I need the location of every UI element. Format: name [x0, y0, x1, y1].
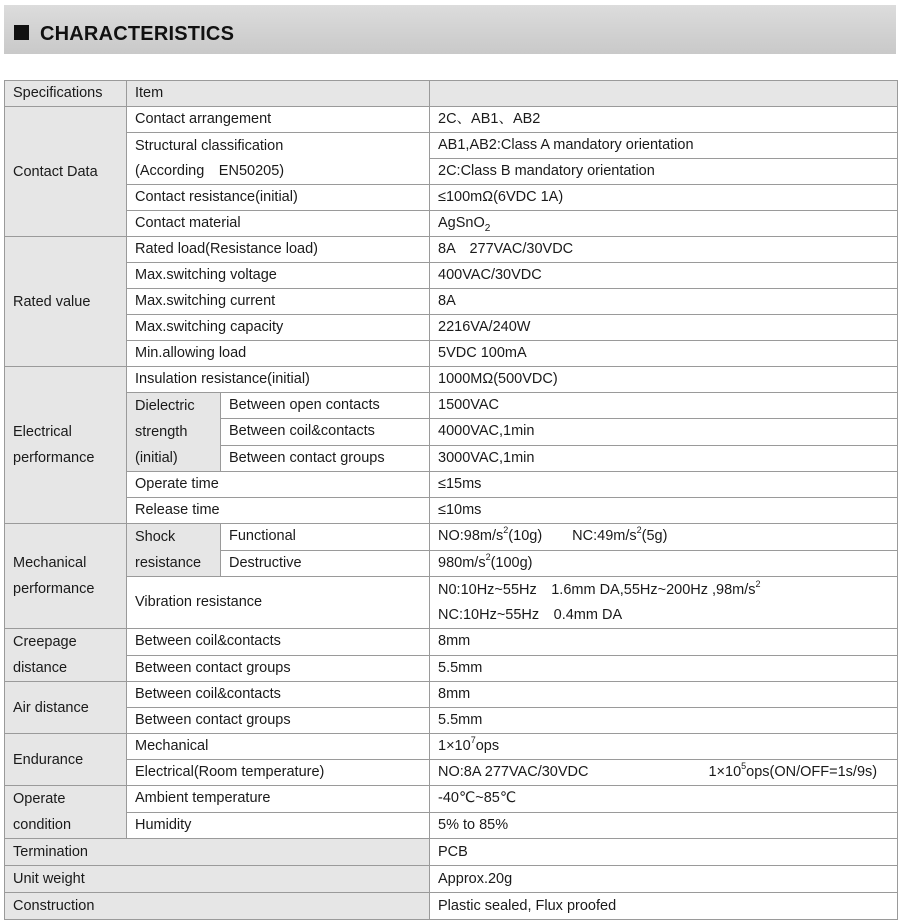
header-specifications: Specifications	[5, 81, 127, 107]
group-label-line: Creepage	[13, 634, 77, 650]
table-row	[5, 708, 898, 734]
item-label: Functional	[221, 524, 430, 551]
subgroup-label-line: strength	[135, 424, 188, 440]
item-value: 8A 277VAC/30VDC	[430, 237, 898, 263]
item-label: Max.switching capacity	[127, 315, 430, 341]
group-creepage-distance	[5, 629, 127, 682]
table-row	[5, 472, 898, 498]
group-operate-condition	[5, 786, 127, 839]
item-value: 8A	[430, 289, 898, 315]
item-label: Between contact groups	[221, 445, 430, 471]
table-row	[5, 734, 898, 760]
header-item: Item	[127, 81, 430, 107]
item-value	[430, 211, 898, 237]
value-text: ops	[475, 738, 500, 754]
item-label: Between coil&contacts	[127, 682, 430, 708]
value-text: 1×10	[438, 738, 471, 754]
group-construction: Construction	[5, 893, 430, 920]
item-label: Mechanical	[127, 734, 430, 760]
item-label: Operate time	[127, 472, 430, 498]
item-label: Rated load(Resistance load)	[127, 237, 430, 263]
group-termination: Termination	[5, 839, 430, 866]
group-rated-value: Rated value	[5, 237, 127, 367]
value-superscript: 2	[755, 578, 761, 589]
table-row	[5, 393, 898, 419]
item-value: 1000MΩ(500VDC)	[430, 367, 898, 393]
value-text: (10g)	[508, 528, 543, 545]
header-value	[430, 81, 898, 107]
item-label: Between contact groups	[127, 655, 430, 682]
item-label: Insulation resistance(initial)	[127, 367, 430, 393]
section-title: CHARACTERISTICS	[40, 23, 235, 45]
item-value	[430, 734, 898, 760]
table-row	[5, 133, 898, 159]
item-label: Vibration resistance	[127, 577, 430, 629]
value-superscript: 7	[470, 735, 476, 746]
group-label-line: Electrical	[13, 424, 72, 440]
item-label: Humidity	[127, 812, 430, 839]
value-subscript: 2	[484, 222, 491, 234]
value-superscript: 2	[485, 551, 491, 562]
group-label-line: Mechanical	[13, 555, 87, 571]
subgroup-label-line: (initial)	[135, 450, 178, 466]
item-value: 5VDC 100mA	[430, 341, 898, 367]
table-row	[5, 107, 898, 133]
value-text: AgSnO	[438, 215, 485, 231]
item-label: Between coil&contacts	[127, 629, 430, 656]
value-text: N0:10Hz~55Hz 1.6mm DA,55Hz~200Hz ,98m/s	[438, 581, 756, 598]
item-label-line: Structural classification	[135, 137, 284, 154]
item-value: 5.5mm	[430, 708, 898, 734]
subgroup-shock-resistance	[127, 524, 221, 577]
item-value: 8mm	[430, 682, 898, 708]
value-superscript: 5	[741, 761, 747, 772]
item-value: Plastic sealed, Flux proofed	[430, 893, 898, 920]
item-value	[430, 760, 898, 786]
value-text: (5g)	[641, 528, 668, 545]
item-value: 5% to 85%	[430, 812, 898, 839]
item-value	[430, 524, 898, 551]
item-value: 2C:Class B mandatory orientation	[430, 159, 898, 185]
item-value	[430, 577, 898, 629]
group-contact-data: Contact Data	[5, 107, 127, 237]
table-row	[5, 237, 898, 263]
group-label-line: Operate	[13, 791, 66, 807]
item-value: AB1,AB2:Class A mandatory orientation	[430, 133, 898, 159]
value-text: NO:98m/s	[438, 528, 504, 545]
table-row	[5, 629, 898, 656]
table-row	[5, 577, 898, 629]
item-label: Contact resistance(initial)	[127, 185, 430, 211]
item-value: PCB	[430, 839, 898, 866]
item-value: ≤100mΩ(6VDC 1A)	[430, 185, 898, 211]
value-superscript: 2	[503, 525, 509, 536]
group-label-line: performance	[13, 581, 95, 597]
subgroup-label-line: Dielectric	[135, 398, 195, 414]
table-row	[5, 289, 898, 315]
group-unit-weight: Unit weight	[5, 866, 430, 893]
table-row	[5, 760, 898, 786]
item-label-line: (According EN50205)	[135, 162, 285, 179]
item-label	[127, 133, 430, 185]
item-value: ≤10ms	[430, 498, 898, 524]
item-label: Contact arrangement	[127, 107, 430, 133]
item-label: Contact material	[127, 211, 430, 237]
table-row	[5, 498, 898, 524]
table-header-row	[5, 81, 898, 107]
value-text: 1×10	[708, 764, 742, 780]
table-row	[5, 263, 898, 289]
table-row	[5, 839, 898, 866]
item-label: Release time	[127, 498, 430, 524]
table-row	[5, 893, 898, 920]
item-value: Approx.20g	[430, 866, 898, 893]
table-row	[5, 211, 898, 237]
item-label: Between coil&contacts	[221, 419, 430, 445]
subgroup-label-line: Shock	[135, 529, 176, 545]
group-label-line: performance	[13, 450, 95, 466]
value-text: NC:10Hz~55Hz 0.4mm DA	[438, 606, 623, 623]
subgroup-dielectric-strength	[127, 393, 221, 472]
group-endurance: Endurance	[5, 734, 127, 786]
table-row	[5, 812, 898, 839]
item-label: Between contact groups	[127, 708, 430, 734]
item-label: Max.switching voltage	[127, 263, 430, 289]
item-label: Between open contacts	[221, 393, 430, 419]
item-value: 5.5mm	[430, 655, 898, 682]
group-label-line: distance	[13, 660, 68, 676]
subgroup-label-line: resistance	[135, 555, 202, 571]
table-row	[5, 367, 898, 393]
table-row	[5, 655, 898, 682]
bullet-square-icon	[14, 25, 29, 40]
item-value	[430, 550, 898, 577]
table-row	[5, 185, 898, 211]
item-value: 3000VAC,1min	[430, 445, 898, 471]
value-text: 980m/s	[438, 554, 486, 571]
item-value: 4000VAC,1min	[430, 419, 898, 445]
characteristics-table	[4, 80, 898, 920]
value-text: NC:49m/s	[572, 528, 637, 545]
value-superscript: 2	[636, 525, 642, 536]
item-label: Min.allowing load	[127, 341, 430, 367]
item-value: 2C、AB1、AB2	[430, 107, 898, 133]
item-value: ≤15ms	[430, 472, 898, 498]
group-label-line: condition	[13, 817, 72, 833]
item-label: Max.switching current	[127, 289, 430, 315]
table-row	[5, 524, 898, 551]
table-row	[5, 682, 898, 708]
item-value: 8mm	[430, 629, 898, 656]
item-value: 2216VA/240W	[430, 315, 898, 341]
group-electrical-performance	[5, 367, 127, 524]
table-row	[5, 866, 898, 893]
item-label: Electrical(Room temperature)	[127, 760, 430, 786]
item-value: 1500VAC	[430, 393, 898, 419]
table-row	[5, 315, 898, 341]
item-value: -40℃~85℃	[430, 786, 898, 813]
table-row	[5, 341, 898, 367]
value-text: NO:8A 277VAC/30VDC	[438, 764, 589, 780]
table-row	[5, 786, 898, 813]
value-text: ops(ON/OFF=1s/9s)	[746, 764, 878, 780]
item-label: Ambient temperature	[127, 786, 430, 813]
section-header	[4, 5, 896, 54]
item-value: 400VAC/30VDC	[430, 263, 898, 289]
group-air-distance: Air distance	[5, 682, 127, 734]
group-mechanical-performance	[5, 524, 127, 629]
value-text: (100g)	[490, 554, 533, 571]
item-label: Destructive	[221, 550, 430, 577]
